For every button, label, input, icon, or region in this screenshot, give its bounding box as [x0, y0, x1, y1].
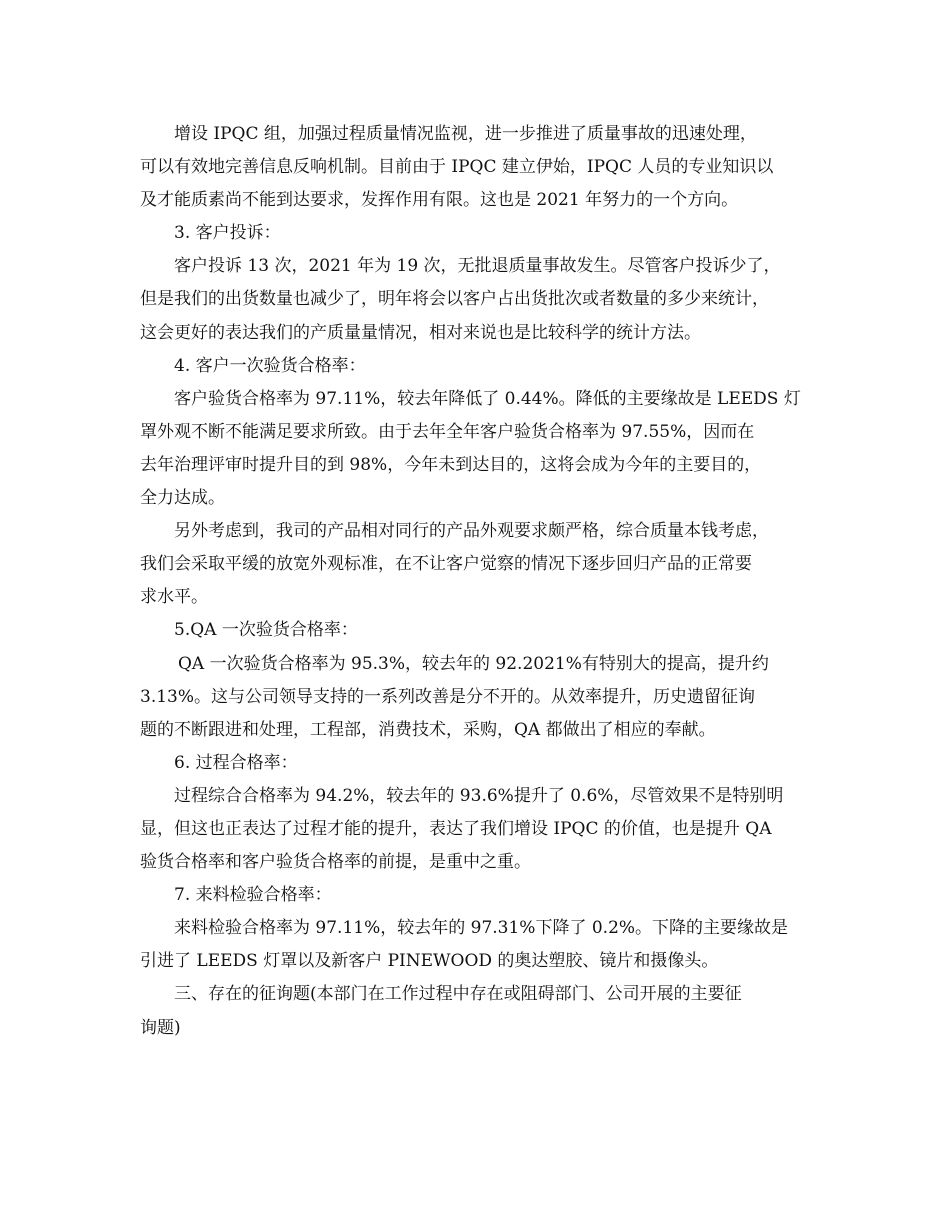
text-line: 去年治理评审时提升目的到 98%，今年未到达目的，这将会成为今年的主要目的， [140, 454, 762, 475]
heading-process-pass-rate [140, 747, 820, 780]
text-line: 三、存在的征询题(本部门在工作过程中存在或阻碍部门、公司开展的主要征 [174, 984, 742, 1005]
heading-incoming-inspection [140, 879, 820, 912]
text-line: 来料检验合格率为 97.11%，较去年的 97.31%下降了 0.2%。下降的主要缘故是 [174, 918, 789, 939]
paragraph-existing-issues [140, 978, 820, 1044]
text-line: 引进了 LEEDS 灯罩以及新客户 PINEWOOD 的奥达塑胶、镜片和摄像头。 [140, 951, 719, 972]
heading-customer-complaints [140, 217, 820, 250]
paragraph-incoming-inspection [140, 912, 820, 978]
paragraph-process-pass-rate [140, 780, 820, 879]
paragraph-customer-complaints [140, 250, 820, 349]
document-page [140, 118, 820, 1045]
section-heading: 7. 来料检验合格率： [174, 885, 332, 906]
paragraph-customer-pass-rate [140, 383, 820, 515]
text-line: 题的不断跟进和处理，工程部，消费技术，采购，QA 都做出了相应的奉献。 [140, 719, 716, 740]
text-line: 及才能质素尚不能到达要求，发挥作用有限。这也是 2021 年努力的一个方向。 [140, 190, 739, 211]
text-line: 3.13%。这与公司领导支持的一系列改善是分不开的。从效率提升，历史遗留征询 [140, 686, 756, 707]
paragraph-qa-pass-rate [140, 648, 820, 747]
text-line: 全力达成。 [140, 488, 225, 509]
text-line: 求水平。 [140, 587, 208, 608]
text-line: 这会更好的表达我们的产质量量情况，相对来说也是比较科学的统计方法。 [140, 322, 701, 343]
text-line: 显，但这也正表达了过程才能的提升，表达了我们增设 IPQC 的价值，也是提升 QA [140, 818, 772, 839]
text-line: 验货合格率和客户验货合格率的前提，是重中之重。 [140, 852, 531, 873]
text-line: 询题) [140, 1017, 181, 1038]
text-line: 增设 IPQC 组，加强过程质量情况监视，进一步推进了质量事故的迅速处理， [174, 124, 757, 144]
text-line: 罩外观不断不能满足要求所致。由于去年全年客户验货合格率为 97.55%，因而在 [140, 421, 755, 442]
text-line: 客户投诉 13 次，2021 年为 19 次，无批退质量事故发生。尽管客户投诉少了， [174, 256, 781, 277]
text-line: 但是我们的出货数量也减少了，明年将会以客户占出货批次或者数量的多少来统计， [140, 289, 769, 310]
section-heading: 3. 客户投诉： [174, 223, 281, 244]
paragraph-appearance-standard [140, 515, 820, 614]
text-line: 过程综合合格率为 94.2%，较去年的 93.6%提升了 0.6%，尽管效果不是特别明 [174, 785, 784, 806]
paragraph-ipqc [140, 118, 820, 217]
heading-qa-pass-rate [140, 614, 820, 647]
section-heading: 6. 过程合格率： [174, 752, 298, 773]
section-heading: 4. 客户一次验货合格率： [174, 355, 366, 376]
text-line: 可以有效地完善信息反响机制。目前由于 IPQC 建立伊始，IPQC 人员的专业知识以 [140, 157, 774, 178]
heading-customer-pass-rate [140, 350, 820, 383]
text-line: 另外考虑到，我司的产品相对同行的产品外观要求颇严格，综合质量本钱考虑， [174, 521, 769, 542]
text-line: QA 一次验货合格率为 95.3%，较去年的 92.2021%有特别大的提高，提升约 [178, 653, 769, 674]
text-line: 客户验货合格率为 97.11%，较去年降低了 0.44%。降低的主要缘故是 LEEDS 灯 [174, 388, 801, 409]
text-line: 我们会采取平缓的放宽外观标准，在不让客户觉察的情况下逐步回归产品的正常要 [140, 554, 752, 575]
section-heading: 5.QA 一次验货合格率： [174, 620, 358, 641]
